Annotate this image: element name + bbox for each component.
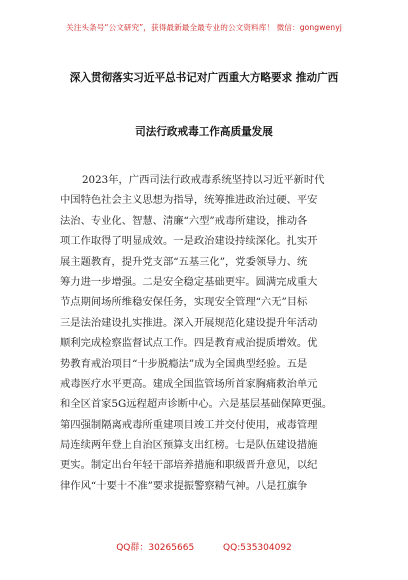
body-line: 法治、专业化、智慧、清廉“六型”戒毒所建设，推动各 [60, 214, 308, 227]
footer-qq-number: QQ:535304092 [223, 543, 292, 553]
body-line: 筹力进一步增强。二是安全稳定基础更牢。圆满完成重大 [60, 275, 318, 288]
body-line: 势教育戒治项目“十步脱瘾法”成为全国典型经验。五是 [60, 357, 308, 370]
body-line: 戒毒医疗水平更高。建成全国监管场所首家胸痛救治单元 [60, 377, 318, 390]
header-banner: 关注头条号“公文研究”，获得最新最全最专业的公文资料库！ 微信：gongwenyj [66, 23, 342, 32]
body-line: 节点期间场所维稳安保任务，实现安全管理“六无”目标 [60, 296, 308, 309]
body-text [60, 170, 352, 496]
body-line: 和全区首家5G远程超声诊断中心。六是基层基础保障更强。 [60, 398, 333, 411]
body-line: 第四强制隔离戒毒所重建项目竣工并交付使用，戒毒管理 [60, 418, 318, 431]
body-line: 更实。制定出台年轻干部培养措施和职级晋升意见，以纪 [60, 459, 318, 472]
body-line: 顺利完成检察监督试点工作。四是教育戒治提质增效。优 [60, 337, 318, 350]
document-title-line-1: 深入贯彻落实习近平总书记对广西重大方略要求 推动广西 [69, 72, 339, 84]
body-line: 局连续两年登上自治区预算支出红榜。七是队伍建设措施 [60, 439, 318, 452]
body-line: 2023年，广西司法行政戒毒系统坚持以习近平新时代 [82, 174, 325, 186]
body-line: 项工作取得了明显成效。一是政治建设持续深化。扎实开 [60, 235, 318, 248]
document-title-line-2: 司法行政戒毒工作高质量发展 [135, 126, 273, 138]
footer-contact [0, 540, 408, 553]
body-line: 律作风“十要十不准”要求提振警察精气神。八是扛旗争 [60, 479, 308, 492]
body-line: 展主题教育，提升党支部“五基三化”，党委领导力、统 [60, 255, 308, 268]
footer-qq-group: QQ群：30265665 [116, 543, 195, 553]
body-line: 中国特色社会主义思想为指导，统筹推进政治过硬、平安 [60, 194, 318, 207]
body-line: 三是法治建设扎实推进。深入开展规范化建设提升年活动 [60, 316, 318, 329]
